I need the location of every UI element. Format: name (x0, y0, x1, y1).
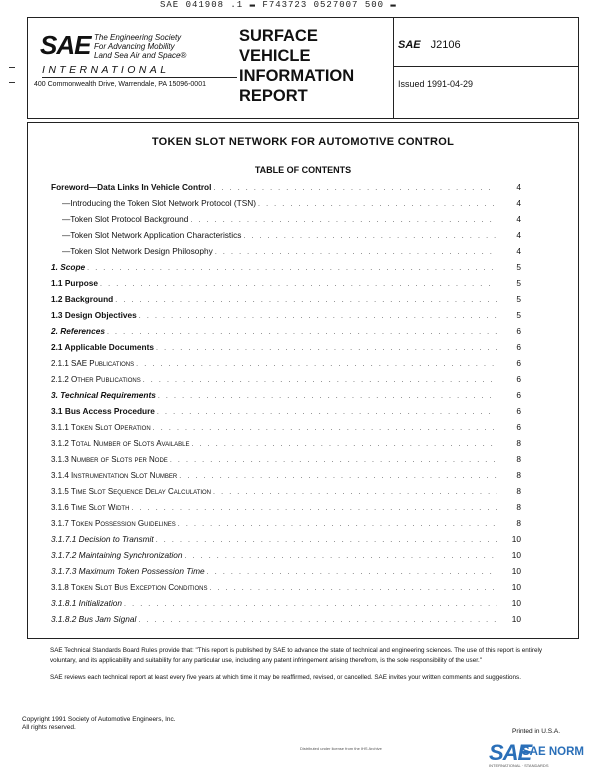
distribution-note: Distributed under license from the IHS Archive (300, 746, 382, 751)
issued-date: Issued 1991-04-29 (398, 79, 474, 89)
sae-logo-mark: SAE (40, 30, 91, 60)
toc-entry-label: 3.1.7.2 Maintaining Synchronization (51, 550, 183, 560)
toc-entry-page: 10 (511, 598, 521, 608)
toc-entry-label: 3.1.8.2 Bus Jam Signal (51, 614, 137, 624)
toc-entry-page: 5 (516, 310, 521, 320)
toc-entry-label: 1.1 Purpose (51, 278, 99, 288)
toc-leader-dots (139, 310, 497, 324)
toc-leader-dots (157, 406, 497, 420)
toc-entry-label: 1.3 Design Objectives (51, 310, 137, 320)
toc-entry-label: 3.1.7 Token Possession Guidelines (51, 519, 176, 528)
toc-leader-dots (209, 582, 497, 596)
top-scan-strip: SAE 041908 .1 ▬ F743723 0527007 500 ▬ (160, 0, 397, 10)
toc-leader-dots (215, 246, 497, 260)
toc-entry-page: 4 (516, 230, 521, 240)
toc-leader-dots (131, 502, 497, 516)
toc-entry (51, 212, 521, 228)
badge-mark: SAE (489, 740, 532, 765)
toc-entry-page: 6 (516, 390, 521, 400)
toc-entry-label: 3.1.2 Total Number of Slots Available (51, 439, 190, 448)
toc-entry-page: 6 (516, 326, 521, 336)
toc-entry-label: 2.1 Applicable Documents (51, 342, 154, 352)
toc-entry-page: 10 (511, 550, 521, 560)
toc-leader-dots (179, 470, 497, 484)
toc-entry-label: 2.1.1 SAE Publications (51, 359, 135, 368)
toc-leader-dots (156, 534, 497, 548)
toc-leader-dots (138, 614, 497, 628)
toc-entry-label: 3.1.8.1 Initialization (51, 598, 123, 608)
toc-entry (51, 532, 521, 548)
report-header (27, 17, 579, 119)
toc-entry-label: 1.2 Background (51, 294, 114, 304)
toc-leader-dots (143, 374, 497, 388)
toc-entry (51, 196, 521, 212)
sae-norm-badge (489, 740, 597, 770)
toc-leader-dots (136, 358, 497, 372)
toc-entry (51, 180, 521, 196)
toc-entry-label: 3.1.4 Instrumentation Slot Number (51, 471, 178, 480)
toc-entry (51, 340, 521, 356)
toc-leader-dots (190, 214, 497, 228)
printed-in: Printed in U.S.A. (512, 728, 561, 735)
toc-entry-label: —Token Slot Network Application Characteristics (62, 230, 242, 240)
toc-entry-label: —Introducing the Token Slot Network Protocol (TSN) (62, 198, 256, 208)
toc-entry (51, 292, 521, 308)
toc-entry-label: 3.1.3 Number of Slots per Node (51, 455, 168, 464)
toc-entry (51, 372, 521, 388)
toc-entry (51, 468, 521, 484)
toc-entry-label: —Token Slot Protocol Background (62, 214, 189, 224)
logo-tagline: The Engineering Society For Advancing Mobility Land Sea Air and Space® (94, 33, 187, 60)
toc-entry-page: 6 (516, 422, 521, 432)
toc-entry (51, 564, 521, 580)
footer-notes (50, 646, 570, 691)
toc-entry-label: 2. References (51, 326, 105, 336)
toc-entry (51, 324, 521, 340)
header-divider (393, 66, 578, 67)
toc-entry (51, 500, 521, 516)
review-note: SAE reviews each technical report at least every five years at which time it may be reaffirmed, revised, or cancelled. SAE invites your written comments and suggestions. (50, 674, 521, 681)
toc-entry-label: 3.1.8 Token Slot Bus Exception Conditions (51, 583, 208, 592)
toc-leader-dots (178, 518, 497, 532)
toc-entry-page: 4 (516, 182, 521, 192)
toc-leader-dots (100, 278, 497, 292)
toc-entry-page: 4 (516, 198, 521, 208)
badge-sub: INTERNATIONAL · STANDARDS (489, 763, 549, 768)
toc-entry-page: 8 (516, 454, 521, 464)
toc-entry (51, 244, 521, 260)
copyright: Copyright 1991 Society of Automotive Engineers, Inc. All rights reserved. (22, 716, 176, 731)
toc-entry-page: 8 (516, 486, 521, 496)
toc-entry-page: 5 (516, 294, 521, 304)
toc-entry-label: 3.1.7.1 Decision to Transmit (51, 534, 154, 544)
margin-mark (9, 82, 15, 83)
main-content-box (27, 122, 579, 639)
toc-entry-label: 3.1.1 Token Slot Operation (51, 423, 151, 432)
rules-note: SAE Technical Standards Board Rules provide that: "This report is published by SAE to advance the state of technical and engineering sciences. The use of this report is entirely voluntary, and its applicability and suitability for any particular use, including any patent infringement arising therefrom, is the sole responsibility of the user." (50, 647, 543, 664)
margin-mark (9, 67, 15, 68)
toc-entry-label: 3. Technical Requirements (51, 390, 156, 400)
table-of-contents (51, 180, 521, 628)
toc-entry-page: 8 (516, 438, 521, 448)
toc-entry (51, 228, 521, 244)
toc-leader-dots (170, 454, 497, 468)
toc-entry-label: Foreword—Data Links In Vehicle Control (51, 182, 212, 192)
toc-leader-dots (124, 598, 497, 612)
toc-entry-label: 3.1 Bus Access Procedure (51, 406, 155, 416)
toc-entry-page: 8 (516, 518, 521, 528)
toc-heading: TABLE OF CONTENTS (254, 165, 352, 175)
toc-entry-page: 8 (516, 502, 521, 512)
toc-leader-dots (258, 198, 497, 212)
toc-entry-label: 3.1.5 Time Slot Sequence Delay Calculation (51, 487, 212, 496)
toc-leader-dots (153, 422, 497, 436)
toc-entry (51, 420, 521, 436)
toc-entry-page: 8 (516, 470, 521, 480)
toc-entry-page: 6 (516, 374, 521, 384)
toc-entry-page: 4 (516, 246, 521, 256)
toc-entry (51, 612, 521, 628)
toc-entry-page: 10 (511, 614, 521, 624)
toc-leader-dots (107, 326, 497, 340)
toc-entry-label: 3.1.6 Time Slot Width (51, 503, 130, 512)
toc-leader-dots (156, 342, 497, 356)
toc-leader-dots (243, 230, 497, 244)
header-divider (393, 18, 394, 118)
toc-leader-dots (191, 438, 497, 452)
toc-entry-label: —Token Slot Network Design Philosophy (62, 246, 213, 256)
toc-leader-dots (213, 182, 497, 196)
toc-leader-dots (115, 294, 497, 308)
toc-entry (51, 516, 521, 532)
toc-entry (51, 452, 521, 468)
toc-entry-page: 10 (511, 582, 521, 592)
doc-prefix: SAE (398, 39, 421, 51)
toc-entry (51, 484, 521, 500)
toc-entry (51, 404, 521, 420)
toc-leader-dots (87, 262, 497, 276)
document-number (398, 39, 461, 51)
toc-entry (51, 260, 521, 276)
toc-entry-page: 5 (516, 278, 521, 288)
toc-entry-label: 3.1.7.3 Maximum Token Possession Time (51, 566, 205, 576)
badge-word: SAE NORM (522, 746, 584, 758)
address: 400 Commonwealth Drive, Warrendale, PA 15096-0001 (34, 81, 206, 88)
logo-rule (42, 77, 237, 78)
toc-entry (51, 436, 521, 452)
document-type: SURFACE VEHICLE INFORMATION REPORT (239, 27, 355, 105)
toc-leader-dots (207, 566, 497, 580)
toc-entry (51, 548, 521, 564)
toc-leader-dots (213, 486, 497, 500)
toc-entry-label: 1. Scope (51, 262, 86, 272)
toc-entry-page: 4 (516, 214, 521, 224)
toc-entry (51, 580, 521, 596)
toc-entry (51, 276, 521, 292)
logo-international: INTERNATIONAL (42, 64, 170, 76)
toc-entry-page: 10 (511, 534, 521, 544)
toc-entry-page: 6 (516, 358, 521, 368)
toc-entry-page: 6 (516, 406, 521, 416)
toc-entry (51, 388, 521, 404)
toc-leader-dots (184, 550, 497, 564)
document-title: TOKEN SLOT NETWORK FOR AUTOMOTIVE CONTROL (151, 136, 455, 148)
toc-entry (51, 356, 521, 372)
toc-entry-label: 2.1.2 Other Publications (51, 375, 141, 384)
toc-entry-page: 10 (511, 566, 521, 576)
toc-entry-page: 5 (516, 262, 521, 272)
toc-entry (51, 596, 521, 612)
toc-entry (51, 308, 521, 324)
toc-leader-dots (158, 390, 497, 404)
toc-entry-page: 6 (516, 342, 521, 352)
doc-number: J2106 (430, 39, 461, 51)
